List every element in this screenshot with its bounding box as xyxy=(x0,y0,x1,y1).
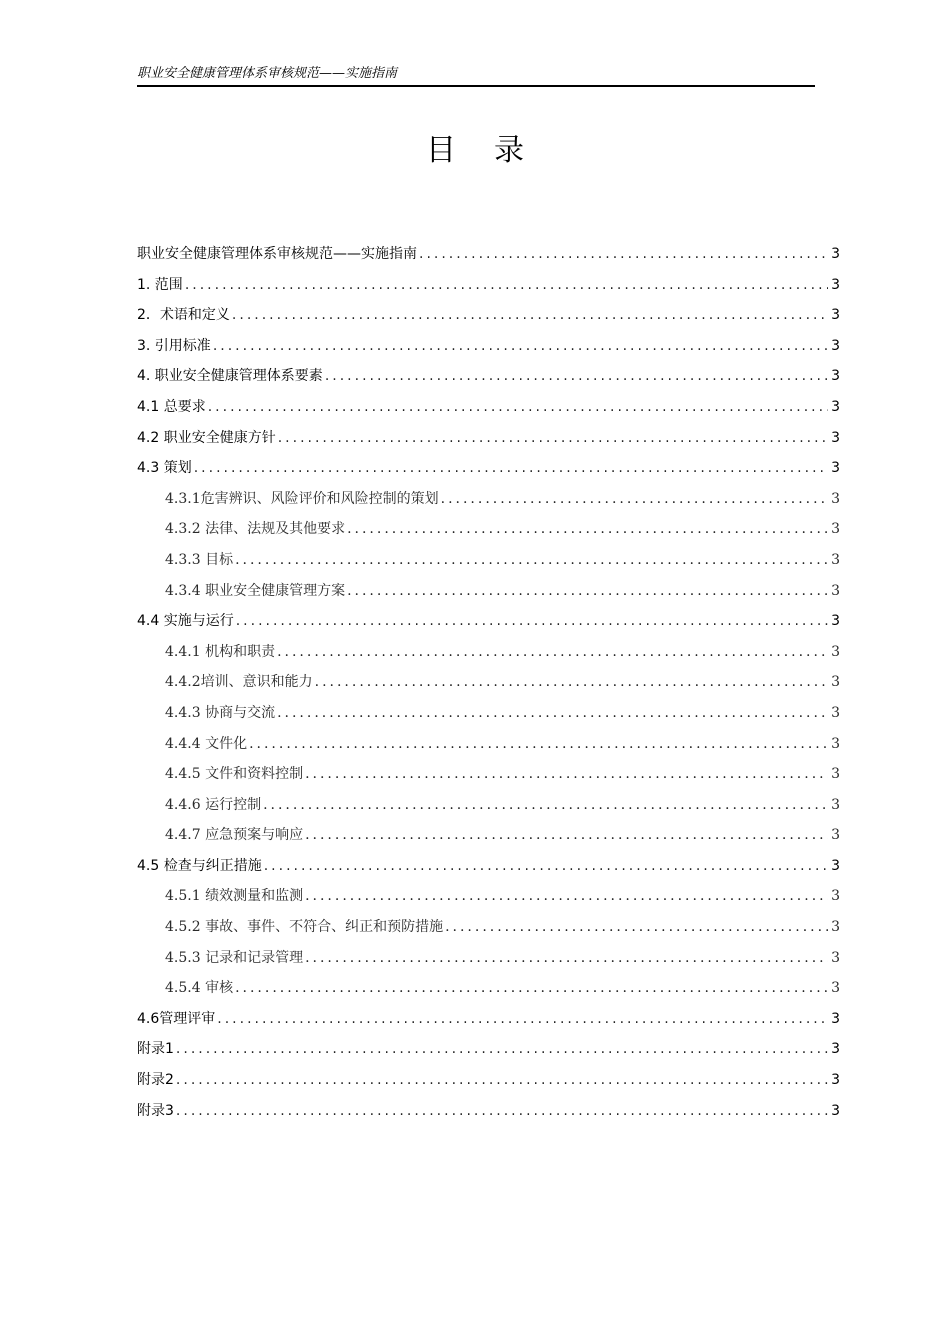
toc-entry-page-number: 3 xyxy=(831,980,840,997)
toc-entry-label: 2．术语和定义 xyxy=(137,307,230,324)
toc-entry[interactable] xyxy=(137,331,840,362)
toc-entry-label: 附录3 xyxy=(137,1102,174,1119)
toc-dot-leader xyxy=(176,1034,828,1065)
toc-dot-leader xyxy=(213,331,828,362)
toc-entry[interactable] xyxy=(137,943,840,974)
toc-entry-page-number: 3 xyxy=(831,1010,840,1027)
toc-entry[interactable] xyxy=(137,1065,840,1096)
toc-entry-page-number: 3 xyxy=(831,490,840,507)
toc-entry[interactable] xyxy=(137,729,840,760)
toc-dot-leader xyxy=(305,820,828,851)
toc-dot-leader xyxy=(194,453,828,484)
toc-entry-page-number: 3 xyxy=(831,704,840,721)
toc-entry[interactable] xyxy=(137,453,840,484)
toc-entry[interactable] xyxy=(137,300,840,331)
toc-entry-page-number: 3 xyxy=(831,949,840,966)
toc-entry[interactable] xyxy=(137,1034,840,1065)
toc-dot-leader xyxy=(235,545,828,576)
toc-dot-leader xyxy=(325,361,828,392)
toc-entry[interactable] xyxy=(137,392,840,423)
toc-dot-leader xyxy=(236,606,828,637)
toc-entry-page-number: 3 xyxy=(831,460,840,477)
toc-dot-leader xyxy=(315,667,828,698)
toc-dot-leader xyxy=(176,1065,828,1096)
toc-entry-page-number: 3 xyxy=(831,827,840,844)
toc-entry[interactable] xyxy=(137,239,840,270)
toc-entry[interactable] xyxy=(137,667,840,698)
toc-entry-label: 4.2 职业安全健康方针 xyxy=(137,429,276,446)
toc-entry-label: 4.4.3 协商与交流 xyxy=(165,704,276,721)
toc-entry-page-number: 3 xyxy=(831,398,840,415)
toc-dot-leader xyxy=(419,239,828,270)
toc-dot-leader xyxy=(235,973,828,1004)
toc-entry-label: 1. 范围 xyxy=(137,276,183,293)
toc-dot-leader xyxy=(232,300,828,331)
running-header: 职业安全健康管理体系审核规范——实施指南 xyxy=(137,66,815,87)
toc-entry-page-number: 3 xyxy=(831,1102,840,1119)
toc-entry[interactable] xyxy=(137,881,840,912)
toc-entry-page-number: 3 xyxy=(831,857,840,874)
toc-entry[interactable] xyxy=(137,514,840,545)
toc-dot-leader xyxy=(185,270,828,301)
toc-entry-label: 职业安全健康管理体系审核规范——实施指南 xyxy=(137,246,417,262)
toc-entry-page-number: 3 xyxy=(831,582,840,599)
toc-dot-leader xyxy=(277,698,828,729)
toc-entry-page-number: 3 xyxy=(831,368,840,385)
toc-entry[interactable] xyxy=(137,820,840,851)
toc-dot-leader xyxy=(264,851,828,882)
toc-entry-page-number: 3 xyxy=(831,796,840,813)
toc-entry-label: 3. 引用标准 xyxy=(137,337,211,354)
table-of-contents xyxy=(137,239,840,1126)
toc-entry-label: 附录2 xyxy=(137,1072,174,1089)
toc-entry[interactable] xyxy=(137,698,840,729)
toc-entry-label: 4.4 实施与运行 xyxy=(137,613,234,630)
toc-entry[interactable] xyxy=(137,1004,840,1035)
toc-entry-label: 4.5 检查与纠正措施 xyxy=(137,857,262,874)
toc-entry-label: 4.3 策划 xyxy=(137,460,192,477)
toc-entry-page-number: 3 xyxy=(831,337,840,354)
toc-entry-page-number: 3 xyxy=(831,307,840,324)
toc-entry-label: 4.5.4 审核 xyxy=(165,980,234,997)
toc-entry-page-number: 3 xyxy=(831,1041,840,1058)
toc-entry-label: 4.5.2 事故、事件、不符合、纠正和预防措施 xyxy=(165,919,444,936)
toc-entry[interactable] xyxy=(137,790,840,821)
toc-entry-label: 4.4.6 运行控制 xyxy=(165,796,262,813)
toc-dot-leader xyxy=(217,1004,828,1035)
toc-dot-leader xyxy=(441,484,828,515)
toc-entry-page-number: 3 xyxy=(831,735,840,752)
toc-dot-leader xyxy=(305,943,828,974)
toc-entry-label: 4.1 总要求 xyxy=(137,398,206,415)
toc-entry[interactable] xyxy=(137,270,840,301)
toc-entry-label: 4.4.7 应急预案与响应 xyxy=(165,827,304,844)
toc-entry-label: 4.4.2培训、意识和能力 xyxy=(165,674,313,691)
toc-entry-page-number: 3 xyxy=(831,766,840,783)
toc-dot-leader xyxy=(305,759,828,790)
toc-entry-label: 4.4.5 文件和资料控制 xyxy=(165,766,304,783)
toc-entry-page-number: 3 xyxy=(831,1072,840,1089)
toc-entry-page-number: 3 xyxy=(831,521,840,538)
toc-entry[interactable] xyxy=(137,361,840,392)
toc-title: 目录 xyxy=(426,133,562,168)
toc-entry-page-number: 3 xyxy=(831,674,840,691)
toc-entry-label: 4.4.4 文件化 xyxy=(165,735,248,752)
toc-entry[interactable] xyxy=(137,759,840,790)
toc-entry-page-number: 3 xyxy=(831,551,840,568)
toc-entry-label: 4. 职业安全健康管理体系要素 xyxy=(137,368,323,385)
toc-entry[interactable] xyxy=(137,1096,840,1127)
toc-dot-leader xyxy=(445,912,828,943)
toc-dot-leader xyxy=(263,790,828,821)
toc-entry-label: 4.6管理评审 xyxy=(137,1010,216,1027)
toc-entry[interactable] xyxy=(137,637,840,668)
toc-entry-page-number: 3 xyxy=(831,919,840,936)
toc-entry[interactable] xyxy=(137,606,840,637)
toc-dot-leader xyxy=(208,392,828,423)
toc-entry-page-number: 3 xyxy=(831,613,840,630)
toc-entry[interactable] xyxy=(137,545,840,576)
toc-entry-label: 4.3.1危害辨识、风险评价和风险控制的策划 xyxy=(165,490,439,507)
toc-dot-leader xyxy=(278,423,828,454)
toc-dot-leader xyxy=(249,729,828,760)
toc-entry-label: 4.5.1 绩效测量和监测 xyxy=(165,888,304,905)
toc-dot-leader xyxy=(347,514,828,545)
toc-entry[interactable] xyxy=(137,484,840,515)
toc-entry-label: 4.4.1 机构和职责 xyxy=(165,643,276,660)
toc-entry-label: 4.3.4 职业安全健康管理方案 xyxy=(165,582,346,599)
toc-entry-page-number: 3 xyxy=(831,429,840,446)
toc-entry-page-number: 3 xyxy=(831,276,840,293)
toc-entry[interactable] xyxy=(137,912,840,943)
toc-dot-leader xyxy=(176,1096,828,1127)
toc-entry-label: 4.5.3 记录和记录管理 xyxy=(165,949,304,966)
toc-entry[interactable] xyxy=(137,576,840,607)
toc-entry-label: 4.3.2 法律、法规及其他要求 xyxy=(165,521,346,538)
toc-entry-label: 附录1 xyxy=(137,1041,174,1058)
toc-dot-leader xyxy=(305,881,828,912)
toc-entry[interactable] xyxy=(137,851,840,882)
toc-entry-page-number: 3 xyxy=(831,643,840,660)
toc-dot-leader xyxy=(347,576,828,607)
toc-entry[interactable] xyxy=(137,973,840,1004)
toc-entry-page-number: 3 xyxy=(831,246,840,262)
toc-entry-page-number: 3 xyxy=(831,888,840,905)
toc-entry[interactable] xyxy=(137,423,840,454)
toc-dot-leader xyxy=(277,637,828,668)
toc-entry-label: 4.3.3 目标 xyxy=(165,551,234,568)
